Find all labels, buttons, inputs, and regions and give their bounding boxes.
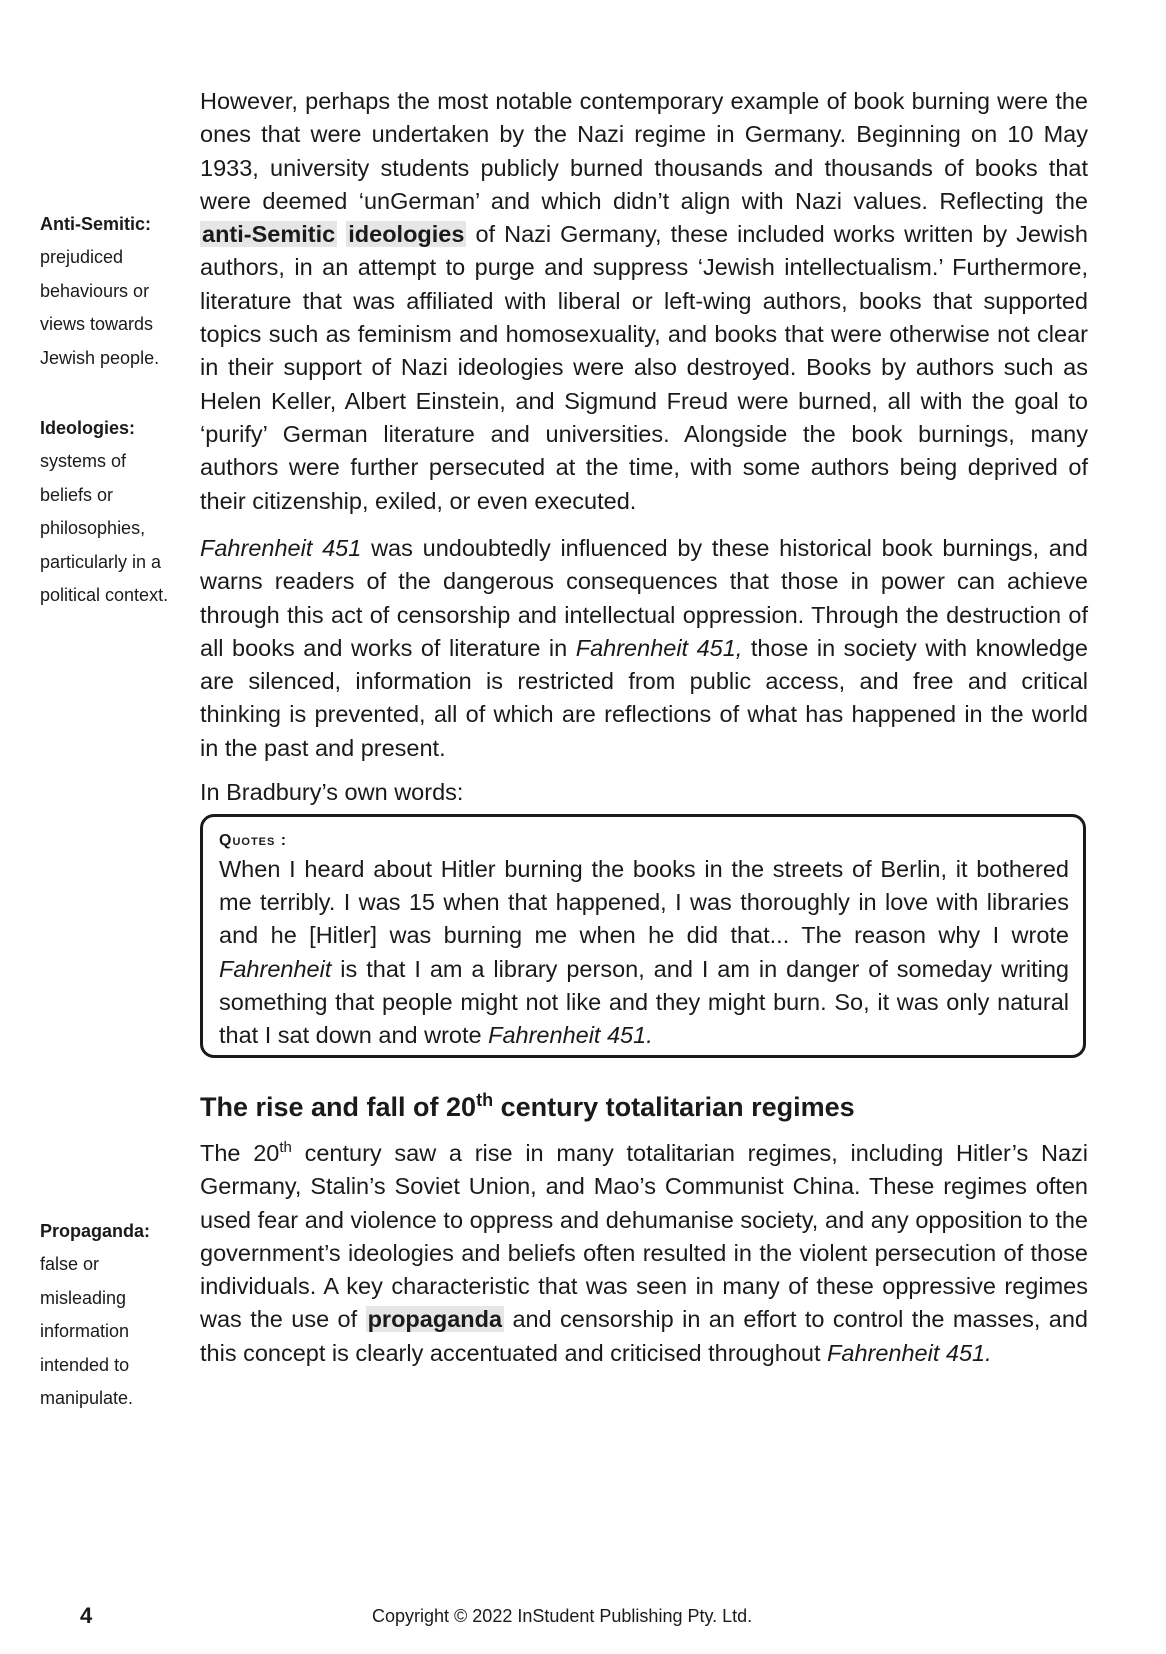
book-title: Fahrenheit 451.: [488, 1022, 653, 1049]
glossary-definition-line: manipulate.: [40, 1388, 134, 1409]
glossary-term: Ideologies:: [40, 418, 136, 438]
glossary-entry-ideologies: [40, 412, 190, 612]
glossary-definition-line: systems of: [40, 451, 127, 472]
quote-box: [200, 814, 1086, 1058]
glossary-term: Anti-Semitic:: [40, 214, 152, 234]
glossary-entry-propaganda: [40, 1215, 190, 1415]
book-title: Fahrenheit 451.: [827, 1339, 992, 1366]
paragraph-text: However, perhaps the most notable contemporary example of book burning were the ones that were undertaken by the Nazi regime in Germany. Beginning on 10 May 1933, university students publicly burned thousands and thousands of books that were deemed ‘unGerman’ and which didn’t align with Nazi values. Reflecting the: [200, 88, 1088, 214]
paragraph-text: In Bradbury’s own words:: [200, 779, 464, 805]
glossary-definition-line: false or: [40, 1254, 100, 1275]
paragraph-text: was undoubtedly influenced by these historical book burnings, and warns readers of the dangerous consequences that those in power can achieve through this act of censorship and intellectual oppression. Through the destruction of all books and works of literature in: [200, 535, 1089, 661]
book-title: Fahrenheit 451: [200, 535, 362, 561]
paragraph-bradbury-intro: [200, 776, 1088, 809]
quote-text: When I heard about Hitler burning the books in the streets of Berlin, it bothered me terribly. I was 15 when that happened, I was thoroughly in love with libraries and he [Hitler] was burning me when he did that... The reason why I wrote Fahrenheit is that I am a library person, and I am in danger of someday writing something that people might not like and they might burn. So, it was only natural that I sat down and wrote Fahrenheit 451.: [219, 856, 1069, 1049]
copyright-notice: Copyright © 2022 InStudent Publishing Pty. Ltd.: [372, 1606, 753, 1626]
book-title: Fahrenheit: [219, 955, 332, 982]
quote-heading: Quotes :: [219, 832, 288, 849]
glossary-definition-line: intended to: [40, 1354, 130, 1375]
section-heading: The rise and fall of 20th century totalitarian regimes: [200, 1090, 855, 1122]
paragraph-nazi-book-burning: [200, 85, 1088, 518]
glossary-definition-line: beliefs or: [40, 484, 114, 505]
glossary-definition-line: philosophies,: [40, 518, 146, 539]
paragraph-totalitarian-regimes: The 20th century saw a rise in many totalitarian regimes, including Hitler’s Nazi Germany, Stalin’s Soviet Union, and Mao’s Communist China. These regimes often used fear and violence to oppress and dehumanise society, and any opposition to the government’s ideologies and beliefs often resulted in the violent persecution of those individuals. A key characteristic that was seen in many of these oppressive regimes was the use of propaganda and censorship in an effort to control the masses, and this concept is clearly accentuated and criticised throughout Fahrenheit 451.: [200, 1139, 1088, 1366]
glossary-highlight-propaganda: propaganda: [367, 1306, 503, 1333]
glossary-definition-line: particularly in a: [40, 551, 162, 572]
glossary-highlight-ideologies: ideologies: [348, 221, 465, 248]
paragraph-fahrenheit-influence: [200, 532, 1088, 765]
glossary-entry-anti-semitic: [40, 208, 190, 375]
paragraph-text: those in society with knowledge are silenced, information is restricted from public access, and free and critical thinking is prevented, all of which are reflections of what has happened in the world in the past and present.: [200, 634, 1088, 761]
glossary-definition-line: Jewish people.: [40, 347, 160, 368]
superscript: th: [476, 1090, 494, 1110]
glossary-highlight-anti-semitic: anti-Semitic: [202, 221, 336, 248]
glossary-definition-line: views towards: [40, 314, 154, 335]
glossary-term: Propaganda:: [40, 1221, 151, 1241]
book-title: Fahrenheit 451,: [575, 634, 743, 661]
glossary-definition-line: misleading: [40, 1287, 127, 1308]
paragraph-text: of Nazi Germany, these included works written by Jewish authors, in an attempt to purge and suppress ‘Jewish intellectualism.’ Furthermore, literature that was affiliated with liberal or left-wing authors, books that supported topics such as feminism and homosexuality, and books that were otherwise not clear in their support of Nazi ideologies were also destroyed. Books by authors such as Helen Keller, Albert Einstein, and Sigmund Freud were burned, all with the goal to ‘purify’ German literature and universities. Alongside the book burnings, many authors were further persecuted at the time, with some authors being deprived of their citizenship, exiled, or even executed.: [200, 221, 1088, 514]
glossary-definition-line: behaviours or: [40, 280, 150, 301]
superscript: th: [279, 1139, 292, 1157]
glossary-definition-line: political context.: [40, 585, 169, 606]
glossary-definition-line: prejudiced: [40, 247, 124, 268]
glossary-definition-line: information: [40, 1321, 130, 1342]
page-number: 4: [80, 1603, 93, 1628]
